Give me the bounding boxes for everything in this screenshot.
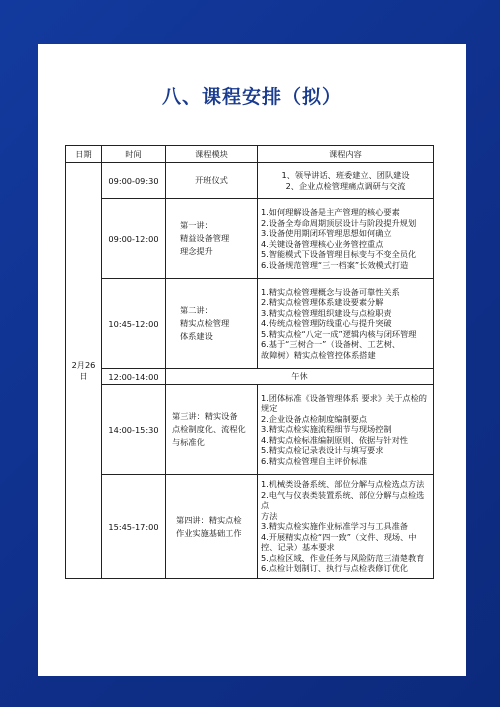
table-row xyxy=(66,163,434,199)
module-line: 第二讲： xyxy=(180,305,213,316)
table-row xyxy=(66,199,434,279)
content-line: 1.如何理解设备是主产管理的核心要素 xyxy=(261,207,400,217)
content-line: 3.精实点检管理组织建设与点检职责 xyxy=(261,307,392,318)
module-line: 作业实施基础工作 xyxy=(176,527,242,538)
time-cell: 14:00-15:30 xyxy=(102,385,166,475)
content-line: 5.精实点检“八定一成”逻辑内核与闭环管理 xyxy=(261,328,417,339)
page-title: 八、课程安排（拟） xyxy=(161,86,342,108)
content-line: 5.精实点检记录表设计与填写要求 xyxy=(261,445,384,456)
content-line: 5.点检区域、作业任务与风险防范三清楚教育 xyxy=(261,552,425,563)
content-cell xyxy=(258,199,434,279)
header-module: 课程模块 xyxy=(166,146,258,163)
lunch-break-cell: 午休 xyxy=(166,369,434,385)
content-line: 5.智能模式下设备管理目标变与不变全员化 xyxy=(261,249,417,259)
module-line: 与标准化 xyxy=(172,436,205,447)
module-line: 体系建设 xyxy=(180,330,213,341)
content-line: 3.设备使用期闭环管理思想如何确立 xyxy=(261,228,392,238)
content-line: 3.精实点检实施流程细节与现场控制 xyxy=(261,424,392,435)
content-line: 2.企业设备点检制度编制要点 xyxy=(261,413,368,424)
content-line: 2.电气与仪表类装置系统、部位分解与点检选点 xyxy=(261,489,425,511)
header-time: 时间 xyxy=(102,146,166,163)
table-row xyxy=(66,475,434,579)
content-line: 6.设备规范管理“三一档案”长效模式打造 xyxy=(261,259,409,270)
time-cell: 09:00-12:00 xyxy=(102,199,166,279)
content-line: 4.传统点检管理防线重心与提升突破 xyxy=(261,318,392,329)
table-row xyxy=(66,369,434,385)
time-cell: 12:00-14:00 xyxy=(102,369,166,385)
content-line: 1.精实点检管理概念与设备可靠性关系 xyxy=(261,286,400,297)
module-cell xyxy=(166,199,258,279)
module-cell xyxy=(166,385,258,475)
module-line: 第一讲： xyxy=(180,220,213,231)
table-header-row xyxy=(66,146,434,163)
module-line: 第三讲：精实设备 xyxy=(172,411,238,422)
content-cell xyxy=(258,385,434,475)
header-date: 日期 xyxy=(66,146,102,163)
content-line: 故障树）精实点检管控体系搭建 xyxy=(261,349,376,360)
module-line: 第四讲：精实点检 xyxy=(176,514,242,525)
content-line: 规定 xyxy=(261,403,278,414)
date-cell: 2月26日 xyxy=(66,163,102,579)
content-line: 2.精实点检管理体系建设要素分解 xyxy=(261,297,384,308)
content-cell xyxy=(258,163,434,199)
content-line: 1.团体标准《设备管理体系 要求》关于点检的 xyxy=(261,392,427,403)
module-line: 点检制度化、流程化 xyxy=(172,424,246,435)
content-line: 1.机械类设备系统、部位分解与点检选点方法 xyxy=(261,479,425,490)
content-line: 方法 xyxy=(261,510,278,521)
module-cell xyxy=(166,163,258,199)
module-cell xyxy=(166,279,258,369)
content-line: 控、记录）基本要求 xyxy=(261,542,335,553)
table-row xyxy=(66,385,434,475)
module-line: 精益设备管理 xyxy=(180,233,230,244)
page-sheet xyxy=(38,44,466,676)
table-row xyxy=(66,279,434,369)
module-line: 理念提升 xyxy=(180,245,213,256)
content-line: 6.点检计划制订、执行与点检表修订优化 xyxy=(261,563,408,574)
content-line: 2.设备全寿命周期顶层设计与阶段提升规划 xyxy=(261,217,417,228)
content-line: 4.关键设备管理核心业务管控重点 xyxy=(261,238,384,249)
content-line: 2、企业点检管理痛点调研与交流 xyxy=(285,180,406,191)
content-line: 6.基于“三树合一”（设备树、工艺树、 xyxy=(261,339,401,350)
schedule-table xyxy=(65,145,434,579)
module-cell xyxy=(166,475,258,579)
content-cell xyxy=(258,279,434,369)
content-line: 6.精实点检管理自主评价标准 xyxy=(261,455,368,466)
time-cell: 09:00-09:30 xyxy=(102,163,166,199)
content-line: 3.精实点检实施作业标准学习与工具准备 xyxy=(261,521,408,532)
content-cell xyxy=(258,475,434,579)
module-line: 精实点检管理 xyxy=(180,318,230,329)
time-cell: 15:45-17:00 xyxy=(102,475,166,579)
header-content: 课程内容 xyxy=(258,146,434,163)
time-cell: 10:45-12:00 xyxy=(102,279,166,369)
content-line: 1、领导讲话、班委建立、团队建设 xyxy=(281,170,410,180)
content-line: 4.开展精实点检“四一致”（文件、现场、中 xyxy=(261,531,417,542)
module-line: 开班仪式 xyxy=(195,175,228,186)
content-line: 4.精实点检标准编制原则、依据与针对性 xyxy=(261,434,408,445)
